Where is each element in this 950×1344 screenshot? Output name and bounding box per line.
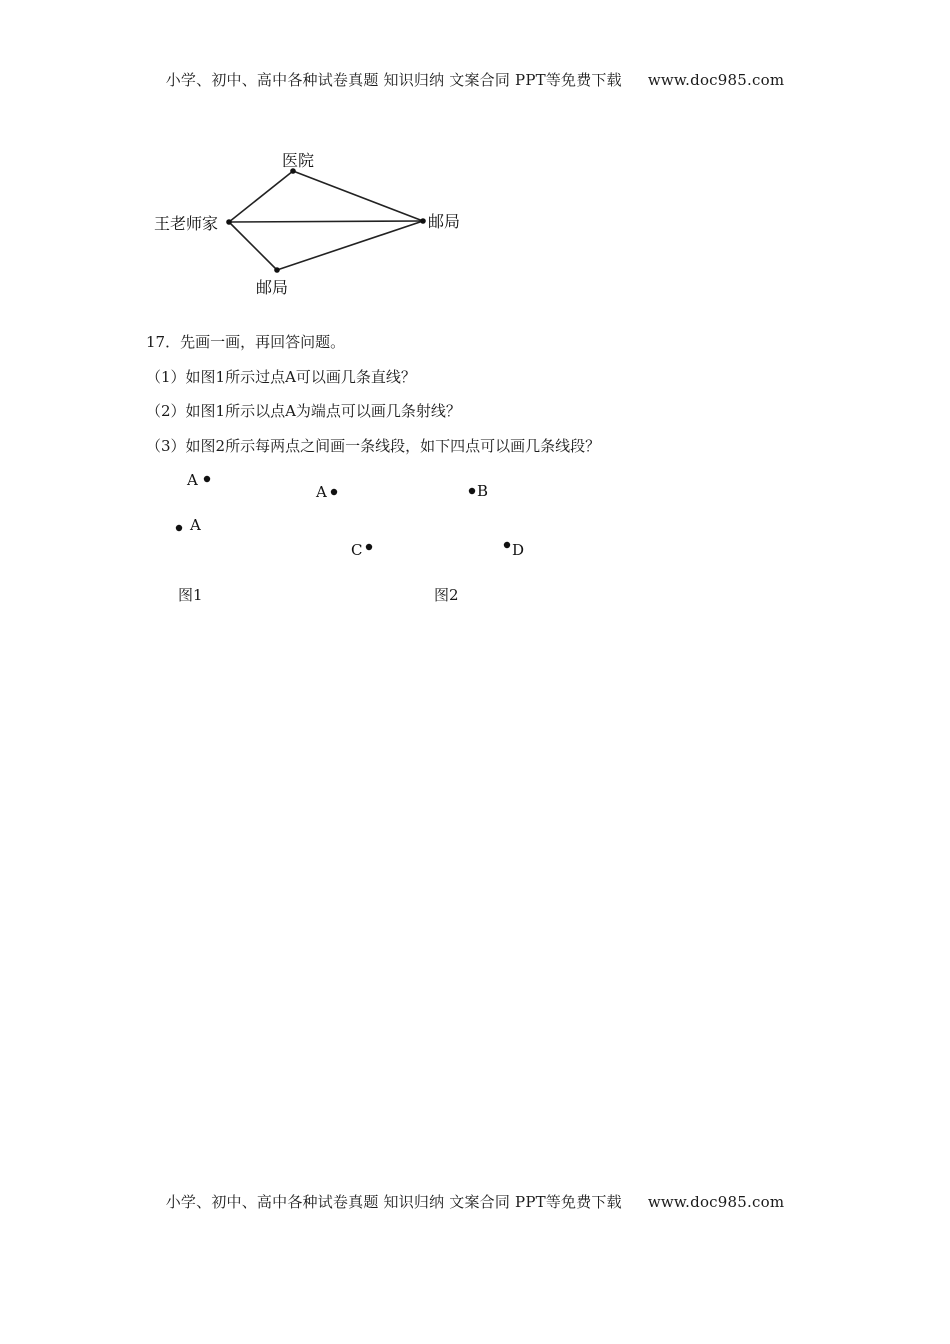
edge-home-hospital <box>229 171 293 222</box>
fig2-point-b <box>469 488 475 494</box>
footer-url: www.doc985.com <box>647 1193 785 1211</box>
fig1-label-a-bottom: A <box>190 516 201 534</box>
figure-2-caption: 图2 <box>434 586 459 604</box>
label-post-office-right: 邮局 <box>428 212 461 231</box>
node-teacher-home <box>226 219 232 225</box>
question-part-3: （3）如图2所示每两点之间画一条线段，如下四点可以画几条线段？ <box>146 437 601 455</box>
edge-home-post <box>229 221 423 222</box>
fig1-label-a-top: A <box>187 471 198 489</box>
fig1-point-a-top <box>204 476 210 482</box>
route-diagram <box>0 0 950 640</box>
fig2-point-c <box>366 544 372 550</box>
question-part-1: （1）如图1所示过点A可以画几条直线？ <box>146 368 416 386</box>
node-post-office-right <box>420 218 426 224</box>
label-hospital: 医院 <box>282 151 315 170</box>
edge-home-bottom-post <box>229 222 277 270</box>
figure-1-caption: 图1 <box>178 586 203 604</box>
footer-text: 小学、初中、高中各种试卷真题 知识归纳 文案合同 PPT等免费下载 <box>165 1193 622 1211</box>
fig2-label-a: A <box>316 483 327 501</box>
fig2-point-a <box>331 489 337 495</box>
fig2-label-d: D <box>512 541 525 559</box>
header-text: 小学、初中、高中各种试卷真题 知识归纳 文案合同 PPT等免费下载 <box>165 71 622 89</box>
label-post-office-bottom: 邮局 <box>256 278 289 297</box>
edge-bottom-post-post <box>277 221 423 270</box>
node-post-office-bottom <box>274 267 280 273</box>
question-title: 17．先画一画，再回答问题。 <box>146 333 346 351</box>
fig2-label-c: C <box>351 541 363 559</box>
fig1-point-a-bottom <box>176 525 182 531</box>
edge-hospital-post <box>293 171 423 221</box>
question-part-2: （2）如图1所示以点A为端点可以画几条射线？ <box>146 402 461 420</box>
fig2-label-b: B <box>477 482 489 500</box>
page-footer <box>0 1191 950 1212</box>
label-teacher-home: 王老师家 <box>154 214 219 233</box>
header-url: www.doc985.com <box>647 71 785 89</box>
fig2-point-d <box>504 542 510 548</box>
